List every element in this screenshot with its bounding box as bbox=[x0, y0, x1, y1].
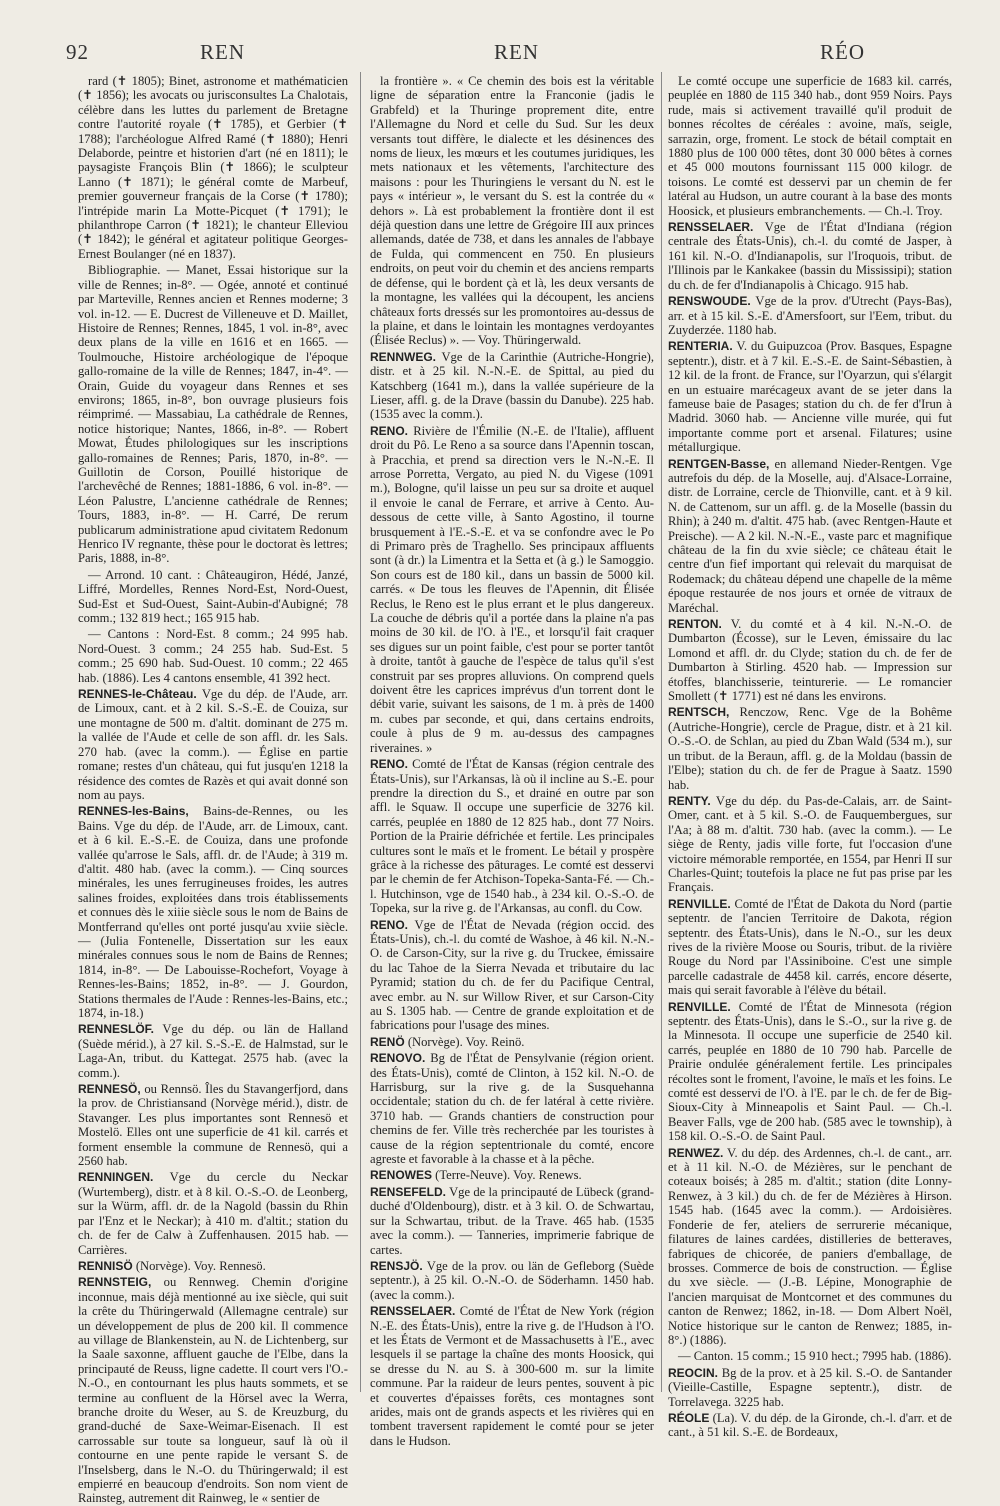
entry-text: Renczow, Renc. Vge de la Bohême (Autriche-Hongrie), cercle de Prague, distr. et à 21 kil. O.-S.-O. de Schlan, au pied du Zban Wald (534 m.), sur un tribut. de la Beraun, affl. g. de la Moldau (bassin de l'Elbe); station du ch. de fer de Prague à Saatz. 1590 hab. bbox=[668, 705, 952, 792]
entry-headword: RÉOLE bbox=[668, 1410, 710, 1425]
entry-headword: RENVILLE. bbox=[668, 896, 731, 911]
dictionary-entry bbox=[370, 350, 654, 422]
dictionary-entry bbox=[668, 1000, 952, 1144]
entry-text: — Cantons : Nord-Est. 8 comm.; 24 995 hab. Nord-Ouest. 3 comm.; 24 255 hab. Sud-Est. 5 comm.; 25 690 hab. Sud-Ouest. 10 comm.; 22 465 hab. (1886). Les 4 cantons ensemble, 41 392 hect. bbox=[78, 627, 348, 685]
entry-headword: RENO. bbox=[370, 917, 409, 932]
entry-headword: RENNESLÖF. bbox=[78, 1022, 155, 1037]
entry-text: Vge de la Carinthie (Autriche-Hongrie), distr. et à 25 kil. N.-N.-E. de Spittal, au pied du Katschberg (1641 m.), dans la vallée supérieure de la Lieser, affl. g. de la Drave (bassin du Danube). 225 hab. (1535 avec la comm.). bbox=[370, 349, 654, 422]
entry-text: Vge du cercle du Neckar (Wurtemberg), distr. et à 8 kil. O.-S.-O. de Leonberg, sur la Würm, affl. dr. de la Nagold (bassin du Rhin par l'Enz et le Neckar); à 410 m. d'altit.; station du ch. de fer de Calw à Zuffenhausen. 2015 hab. — Carrières. bbox=[78, 1170, 348, 1257]
entry-text: (Norvège). Voy. Rennesö. bbox=[135, 1258, 266, 1273]
column-divider bbox=[360, 72, 361, 1392]
dictionary-entry bbox=[78, 1275, 348, 1506]
entry-text: Comté de l'État de New York (région N.-E. des États-Unis), entre la rive g. de l'Hudson à l'O. et les États de Vermont et de Massachusetts à l'E., avec lesquels il se partage la chaîne des monts Hoosick, qui se dresse du N. au S. à 300-600 m. sur la limite commune. Par la raideur de leurs pentes, souvent à pic et couvertes d'épaisses forêts, ces montagnes sont arides, mais ont de grands aspects et les rivières qui en tombent traversent rapidement le comté pour se jeter dans le Hudson. bbox=[370, 1304, 654, 1448]
dictionary-entry bbox=[78, 568, 348, 626]
entry-text: Bains-de-Rennes, ou les Bains. Vge du dép. de l'Aude, arr. de Limoux, cant. et à 6 kil. E.-S.-E. de Couiza, dans une profonde vallée qu'arrose le Sals, affl. dr. de l'Aude; à 319 m. d'altit. 480 hab. (avec la comm.). — Cinq sources minérales, les unes ferrugineuses froides, les autres salines froides, exploitées dans trois établissements et connues dès le xiiie siècle sous le nom de Bains de Montferrand qu'elles ont porté jusqu'au xviie siècle. — (Julia Fontenelle, Dissertation sur les eaux minérales connues sous le nom de Bains de Rennes; 1814, in-8°. — De Labouisse-Rochefort, Voyage à Rennes-les-Bains; 1852, in-8°. — J. Gourdon, Stations thermales de l'Aude : Rennes-les-Bains, etc.; 1874, in-18.) bbox=[78, 804, 348, 1020]
running-head-right: RÉO bbox=[820, 40, 865, 64]
entry-text: Comté de l'État de Dakota du Nord (partie septentr. de l'ancien Territoire de Dakota, région septentr. des États-Unis), dans le N.-O., sur les deux rives de la rivière Moose ou Souris, tribut. de la rivière Rouge du Nord par l'Assiniboine. C'est une simple parcelle cadastrale de 4458 kil. carrés, encore déserte, mais qui serait favorable à l'élève du bétail. bbox=[668, 896, 952, 998]
entry-text: Bibliographie. — Manet, Essai historique sur la ville de Rennes; in-8°. — Ogée, annoté et continué par Marteville, Rennes ancien et Rennes moderne; 3 vol. in-12. — E. Ducrest de Villeneuve et D. Maillet, Histoire de Rennes; Rennes, 1845, 1 vol. in-8°, avec deux plans de la ville en 1616 et en 1665. — Toulmouche, Histoire archéologique de l'époque gallo-romaine de la ville de Rennes; 1847, in-4°. — Orain, Guide du voyageur dans Rennes et ses environs; 1865, in-8°, bon ouvrage plusieurs fois réimprimé. — Massabiau, La cathédrale de Rennes, notice historique; Nantes, 1866, in-8°. — Robert Mowat, Études philologiques sur les inscriptions gallo-romaines de Rennes; Paris, 1870, in-8°. — Guillotin de Corson, Pouillé historique de l'archevêché de Rennes; 1881-1886, 6 vol. in-8°. — Léon Palustre, L'ancienne cathédrale de Rennes; Tours, 1883, in-8°. — H. Carré, De rerum publicarum administratione apud civitatem Redonum Henrico IV regnante, thèse pour le doctorat ès lettres; Paris, 1888, in-8°. bbox=[78, 263, 348, 566]
entry-text: rard (✝ 1805); Binet, astronome et mathématicien (✝ 1856); les avocats ou jurisconsultes La Chalotais, célèbre dans les luttes du parlement de Bretagne contre l'autorité royale (✝ 1785), et Gerbier (✝ 1788); l'archéologue Alfred Ramé (✝ 1880); Henri Delaborde, peintre et historien d'art (né en 1811); le paysagiste François Blin (✝ 1866); le sculpteur Lanno (✝ 1871); le général comte de Marbeuf, premier gouverneur français de la Corse (✝ 1780); l'intrépide marin La Motte-Picquet (✝ 1791); le philanthrope Carron (✝ 1821); le chanteur Elleviou (✝ 1842); le général et agitateur politique Georges-Ernest Boulanger (né en 1837). bbox=[78, 74, 348, 261]
dictionary-entry bbox=[668, 220, 952, 292]
entry-headword: RENTSCH, bbox=[668, 705, 730, 720]
dictionary-entry bbox=[370, 424, 654, 755]
entry-text: (Terre-Neuve). Voy. Renews. bbox=[435, 1168, 582, 1183]
entry-text: ou Rennsö. Îles du Stavangerfjord, dans la prov. de Christiansand (Norvège mérid.), distr. de Stavanger. Les plus importantes sont Rennesö et Mostelö. Elles ont une superficie de 41 kil. carrés et forment ensemble la commune de Rennesö, qui a 2560 hab. bbox=[78, 1082, 348, 1169]
dictionary-entry bbox=[668, 1411, 952, 1440]
entry-text: Comté de l'État de Minnesota (région septentr. des États-Unis), dans le S.-O., sur la rive g. de la Minnesota. Il occupe une superficie de 2540 kil. carrés, peuplée en 1880 de 10 790 hab. Parcelle de Prairie ondulée généralement fertile. Les principales récoltes sont le froment, l'avoine, le maïs et les foins. Le comté est desservi de l'O. à l'E. par le ch. de fer de Big-Sioux-City à Minneapolis et Saint Paul. — Ch.-l. Beaver Falls, vge de 200 hab. (585 avec le township), à 158 kil. O.-S.-O. de Saint Paul. bbox=[668, 999, 952, 1144]
entry-headword: RENSSELAER. bbox=[370, 1304, 456, 1319]
dictionary-entry bbox=[370, 1185, 654, 1257]
entry-headword: REOCIN. bbox=[668, 1365, 719, 1380]
dictionary-entry bbox=[668, 74, 952, 218]
entry-text: Bg de la prov. et à 25 kil. S.-O. de Santander (Vieille-Castille, Espagne septentr.), distr. de Torrelavega. 3225 hab. bbox=[668, 1365, 952, 1409]
dictionary-entry bbox=[668, 1366, 952, 1409]
column-3 bbox=[668, 72, 953, 1440]
dictionary-entry bbox=[370, 1259, 654, 1302]
entry-text: (Norvège). Voy. Reinö. bbox=[407, 1034, 525, 1049]
entry-text: la frontière ». « Ce chemin des bois est la véritable ligne de séparation entre la Franconie (jadis le Grabfeld) et la Thuringe proprement dite, entre l'Allemagne du Nord et celle du Sud. Sur les deux versants tout diffère, le dialecte et les désinences des noms de lieux, les mœurs et les coutumes juridiques, les mets nationaux et les vêtements, l'architecture des maisons : pour les Thuringiens le versant du N. est le pays « intérieur », le versant du S. est la contrée du « dehors ». Là est probablement la frontière dont il est déjà question dans une lettre de Grégoire III aux princes allemands, datée de 738, et dans les annales de l'abbaye de Fulda, qui commencent en 750. En plusieurs endroits, on peut voir du chemin et des anciens remparts de défense, qui le bordent çà et là, les deux versants de la montagne, les vallées qui la découpent, les anciens châteaux forts dressés sur les promontoires au-dessus de la plaine, et dans le lointain les montagnes verdoyantes (Élisée Reclus) ». — Voy. Thüringerwald. bbox=[370, 74, 654, 348]
dictionary-entry bbox=[78, 1022, 348, 1080]
entry-text: Le comté occupe une superficie de 1683 kil. carrés, peuplée en 1880 de 115 340 hab., dont 959 Noirs. Pays rude, mais si activement travaillé qu'il produit de bonnes récoltes de céréales : avoine, maïs, seigle, sarrazin, orge, froment. Le stock de bétail comptait en 1880 plus de 100 000 têtes, dont 30 000 bêtes à cornes et 45 000 moutons fournissant 115 000 kilogr. de toisons. Le comté est desservi par un chemin de fer latéral au Hudson, un autre courant à la base des monts Hoosick, et plusieurs embranchements. — Ch.-l. Troy. bbox=[668, 74, 952, 218]
dictionary-entry bbox=[78, 263, 348, 566]
page-number: 92 bbox=[66, 40, 89, 64]
entry-headword: RENWEZ. bbox=[668, 1145, 724, 1160]
dictionary-entry bbox=[370, 1051, 654, 1166]
running-head-left: REN bbox=[200, 40, 245, 64]
dictionary-entry bbox=[78, 74, 348, 261]
dictionary-entry bbox=[668, 294, 952, 337]
entry-headword: RENTERIA. bbox=[668, 339, 733, 354]
entry-text: ou Rennweg. Chemin d'origine inconnue, mais déjà mentionné au ixe siècle, qui suit la crête du Thüringerwald (Allemagne centrale) sur un développement de plus de 200 kil. Il commence au village de Blankenstein, au N. de Lichtenberg, sur la Saale saxonne, affluent gauche de l'Elbe, dans la principauté de Reuss, ligne cadette. Il court vers l'O.-N.-O., en contournant les plus hauts sommets, et se termine au confluent de la Hörsel avec la Werra, branche droite du Weser, au S. de Kreuzburg, du grand-duché de Saxe-Weimar-Eisenach. Il est carrossable sur toute sa longueur, sauf là où il contourne en une pente rapide le versant S. de l'Inselsberg, dans le N.-O. du Thüringerwald; il est empierré en beaucoup d'endroits. Son nom vient de Rainsteg, autrement dit Rainweg, le « sentier de bbox=[78, 1275, 348, 1506]
dictionary-entry bbox=[668, 1146, 952, 1348]
entry-text: Vge de la prov. ou län de Gefleborg (Suède septentr.), à 25 kil. O.-N.-O. de Söderhamn. 1450 hab. (avec la comm.). bbox=[370, 1258, 654, 1302]
dictionary-entry bbox=[78, 1170, 348, 1256]
dictionary-entry bbox=[370, 1035, 654, 1049]
dictionary-entry bbox=[370, 1304, 654, 1448]
running-head-middle: REN bbox=[494, 40, 539, 64]
entry-headword: RENTGEN-Basse, bbox=[668, 456, 770, 471]
entry-text: V. du Guipuzcoa (Prov. Basques, Espagne septentr.), distr. et à 7 kil. E.-S.-E. de Saint-Sébastien, à 12 kil. de la front. de France, sur l'Oyarzun, qui s'élargit en un estuaire marécageux avant de se jeter dans la fameuse baie de Pasages; station du ch. de fer d'Irun à Madrid. 3060 hab. — Ancienne ville murée, qui fut importante comme port et arsenal. Filatures; usine métallurgique. bbox=[668, 339, 953, 455]
entry-headword: RENNWEG. bbox=[370, 349, 436, 364]
entry-headword: RENNES-les-Bains, bbox=[78, 804, 189, 819]
entry-headword: RENSWOUDE. bbox=[668, 294, 751, 309]
entry-text: — Arrond. 10 cant. : Châteaugiron, Hédé, Janzé, Liffré, Mordelles, Rennes Nord-Est, Nord-Ouest, Sud-Est et Sud-Ouest, Saint-Aubin-d'Aubigné; 78 comm.; 132 819 hect.; 165 915 hab. bbox=[78, 567, 348, 626]
entry-text: — Canton. 15 comm.; 15 910 hect.; 7995 hab. (1886). bbox=[678, 1349, 952, 1364]
entry-text: Comté de l'État de Kansas (région centrale des États-Unis), sur l'Arkansas, là où il incline au S.-E. pour prendre la direction du S., et drainé en outre par son affl. le Squaw. Il occupe une superficie de 3276 kil. carrés, peuplée en 1880 de 12 825 hab., dont 77 Noirs. Portion de la Prairie défrichée et fertile. Les principales cultures sont le maïs et le froment. Le bétail y prospère grâce à la richesse des pâturages. Le comté est desservi par le chemin de fer Atchison-Topeka-Santa-Fé. — Ch.-l. Hutchinson, vge de 1540 hab., à 234 kil. O.-S.-O. de Topeka, sur la rive g. de l'Arkansas, au confl. du Cow. bbox=[370, 757, 654, 916]
dictionary-entry bbox=[370, 74, 654, 348]
dictionary-entry bbox=[78, 687, 348, 802]
dictionary-entry bbox=[668, 457, 952, 615]
entry-text: Vge du dép. ou län de Halland (Suède mérid.), à 27 kil. S.-S.-E. de Halmstad, sur le Laga-An, tribut. du Kattegat. 2575 hab. (avec la comm.). bbox=[78, 1022, 349, 1080]
entry-headword: RENOVO. bbox=[370, 1051, 426, 1066]
entry-text: Vge du dép. de l'Aude, arr. de Limoux, cant. et à 2 kil. S.-S.-E. de Couiza, sur une montagne de 500 m. d'altit. dominant de 275 m. la vallée de l'Aude et celle de son affl. dr. les Sals. 270 hab. (avec la comm.). — Église en partie romane; restes d'un château, qui fut jusqu'en 1218 la résidence des comtes de Razès et qui avait donné son nom au pays. bbox=[78, 687, 348, 802]
entry-headword: RENNISÖ bbox=[78, 1258, 133, 1273]
entry-headword: RENO. bbox=[370, 423, 409, 438]
dictionary-entry bbox=[78, 1259, 348, 1273]
entry-headword: RENSEFELD. bbox=[370, 1184, 447, 1199]
entry-headword: RENSSELAER. bbox=[668, 220, 754, 235]
dictionary-entry bbox=[668, 794, 952, 895]
entry-headword: RENÖ bbox=[370, 1034, 405, 1049]
entry-text: Rivière de l'Émilie (N.-E. de l'Italie), affluent droit du Pô. Le Reno a sa source dans l'Apennin toscan, à Pracchia, et prend sa direction vers le N.-N.-E. Il arrose Porretta, Vergato, au pied N. du Vigese (1091 m.), Bologne, qu'il laisse un peu sur sa droite et auquel il envoie le canal de Ferrare, et arrive à Cento. Au-dessous de cette ville, à Santo Agostino, il tourne brusquement à l'E.-S.-E. et va se confondre avec le Po di Primaro près de Traghello. Ses principaux affluents sont (à dr.) la Limentra et la Setta et (à g.) le Samoggio. Son cours est de 180 kil., dans un bassin de 5000 kil. carrés. « De tous les fleuves de l'Apennin, dit Élisée Reclus, le Reno est le plus errant et le plus dangereux. La couche de débris qu'il a portée dans la plaine n'a pas moins de 30 kil. de l'O. à l'E., et lorsqu'il fait craquer ses digues sur un point faible, c'est pour se porter tantôt à droite, tantôt à gauche de l'espèce de talus qu'il s'est construit par ses propres alluvions. On comprend quels doivent être les caprices imprévus d'un torrent dont le débit varie, suivant les saisons, de 1 m. à près de 1400 m. cubes par seconde, et qui, dans certains endroits, coule à plus de 9 m. au-dessus des campagnes riveraines. » bbox=[370, 423, 654, 755]
dictionary-entry bbox=[668, 705, 952, 791]
entry-headword: RENNES-le-Château. bbox=[78, 687, 197, 702]
column-1 bbox=[78, 72, 349, 1506]
column-2 bbox=[370, 72, 655, 1448]
entry-text: Bg de l'État de Pensylvanie (région orient. des États-Unis), comté de Clinton, à 152 kil. N.-O. de Harrisburg, sur la rive g. de la Susquehanna occidentale; station du ch. de fer latéral à cette rivière. 3710 hab. — Grands chantiers de construction pour chemins de fer. Ville très recherchée par les touristes à cause de la région septentrionale du comté, encore agreste et favorable à la chasse et à la pêche. bbox=[370, 1051, 654, 1167]
dictionary-entry bbox=[370, 1168, 654, 1182]
entry-headword: RENNESÖ, bbox=[78, 1082, 141, 1097]
entry-headword: RENTY. bbox=[668, 793, 711, 808]
dictionary-entry bbox=[668, 339, 952, 454]
entry-text: Vge de la principauté de Lübeck (grand-duché d'Oldenbourg), distr. et à 3 kil. O. de Schwartau, sur la Schwartau, tribut. de la Trave. 465 hab. (1535 avec la comm.). — Tanneries, imprimerie fabrique de cartes. bbox=[370, 1184, 654, 1257]
entry-text: V. du dép. des Ardennes, ch.-l. de cant., arr. et à 11 kil. N.-O. de Mézières, sur le penchant de coteaux boisés; à 285 m. d'altit.; station (dite Lonny-Renwez, à 3 kil.) du ch. de fer de Mézières à Hirson. 1545 hab. (1645 avec la comm.). — Ardoisières. Fonderie de fer, ateliers de serrurerie mécanique, filatures de laines cardées, distilleries de betteraves, fabriques de chicorée, de paniers d'emballage, de brosses. Commerce de bois de construction. — Église du xve siècle. — (J.-B. Lépine, Monographie de l'ancien marquisat de Montcornet et des communes du canton de Renwez; 1862, in-18. — Dom Albert Noël, Notice historique sur le canton de Renwez; 1885, in-8°.) (1886). bbox=[668, 1145, 952, 1347]
dictionary-entry bbox=[370, 918, 654, 1033]
entry-headword: RENTON. bbox=[668, 617, 722, 632]
entry-headword: RENNSTEIG, bbox=[78, 1275, 152, 1290]
entry-text: Vge de l'État de Nevada (région occid. des États-Unis), ch.-l. du comté de Washoe, à 46 kil. N.-N.-O. de Carson-City, sur la rive g. du Truckee, émissaire du lac Tahoe de la Sierra Nevada et tributaire du lac Pyramid; station du ch. de fer du Pacifique Central, avec embr. au N. sur Willow River, et sur Carson-City au S. 1305 hab. — Centre de grande exploitation et de fabrications pour l'usage des mines. bbox=[370, 917, 655, 1033]
entry-text: en allemand Nieder-Rentgen. Vge autrefois du dép. de la Moselle, auj. d'Alsace-Lorraine, distr. de Lorraine, cercle de Thionville, cant. et à 9 kil. N. de Cattenom, sur un affl. g. de la Moselle (bassin du Rhin); à 240 m. d'altit. 475 hab. (avec Rentgen-Haute et Preische). — A 2 kil. N.-N.-E., vaste parc et magnifique château de la fin du xvie siècle; ce château était le centre d'un fief important qui relevait du marquisat de Rodemack; du château dépend une chapelle de la même époque restaurée de nos jours et ornée de vitraux de Maréchal. bbox=[668, 456, 952, 615]
entry-text: Vge du dép. du Pas-de-Calais, arr. de Saint-Omer, cant. et à 5 kil. S.-O. de Fauquembergues, sur l'Aa; à 88 m. d'altit. 730 hab. (avec la comm.). — Le siège de Renty, jadis ville forte, fut l'occasion d'une victoire mémorable remportée, en 1554, par Henri II sur Charles-Quint; toutefois la place ne fut pas prise par les Français. bbox=[668, 793, 953, 895]
entry-headword: RENNINGEN. bbox=[78, 1170, 154, 1185]
entry-text: V. du comté et à 4 kil. N.-N.-O. de Dumbarton (Écosse), sur le Leven, émissaire du lac Lomond et affl. dr. du Clyde; station du ch. de fer de Dumbarton à Stirling. 4520 hab. — Impression sur étoffes, blanchisserie, teinturerie. — Le romancier Smollett (✝ 1771) est né dans les environs. bbox=[668, 617, 953, 704]
entry-headword: RENO. bbox=[370, 757, 409, 772]
dictionary-entry bbox=[668, 617, 952, 703]
entry-headword: RENOWES bbox=[370, 1168, 433, 1183]
dictionary-entry bbox=[668, 1349, 952, 1363]
dictionary-entry bbox=[78, 627, 348, 685]
entry-headword: RENSJÖ. bbox=[370, 1258, 423, 1273]
dictionary-entry bbox=[668, 897, 952, 998]
dictionary-entry bbox=[370, 757, 654, 915]
dictionary-entry bbox=[78, 804, 348, 1020]
entry-headword: RENVILLE. bbox=[668, 999, 731, 1014]
dictionary-entry bbox=[78, 1082, 348, 1168]
entry-text: Vge de l'État d'Indiana (région centrale des États-Unis), ch.-l. du comté de Jasper, à 161 kil. N.-O. d'Indianapolis, sur l'Iroquois, tribut. de l'Illinois par le Kankakee (bassin du Mississipi); station du ch. de fer d'Indianapolis à Chicago. 915 hab. bbox=[668, 220, 952, 292]
entry-text: (La). V. du dép. de la Gironde, ch.-l. d'arr. et de cant., à 51 kil. S.-E. de Bordeaux, bbox=[668, 1410, 952, 1440]
entry-text: Vge de la prov. d'Utrecht (Pays-Bas), arr. et à 15 kil. S.-E. d'Amersfoort, sur l'Eem, tribut. du Zuyderzée. 1180 hab. bbox=[668, 294, 953, 337]
column-divider bbox=[661, 72, 662, 1392]
